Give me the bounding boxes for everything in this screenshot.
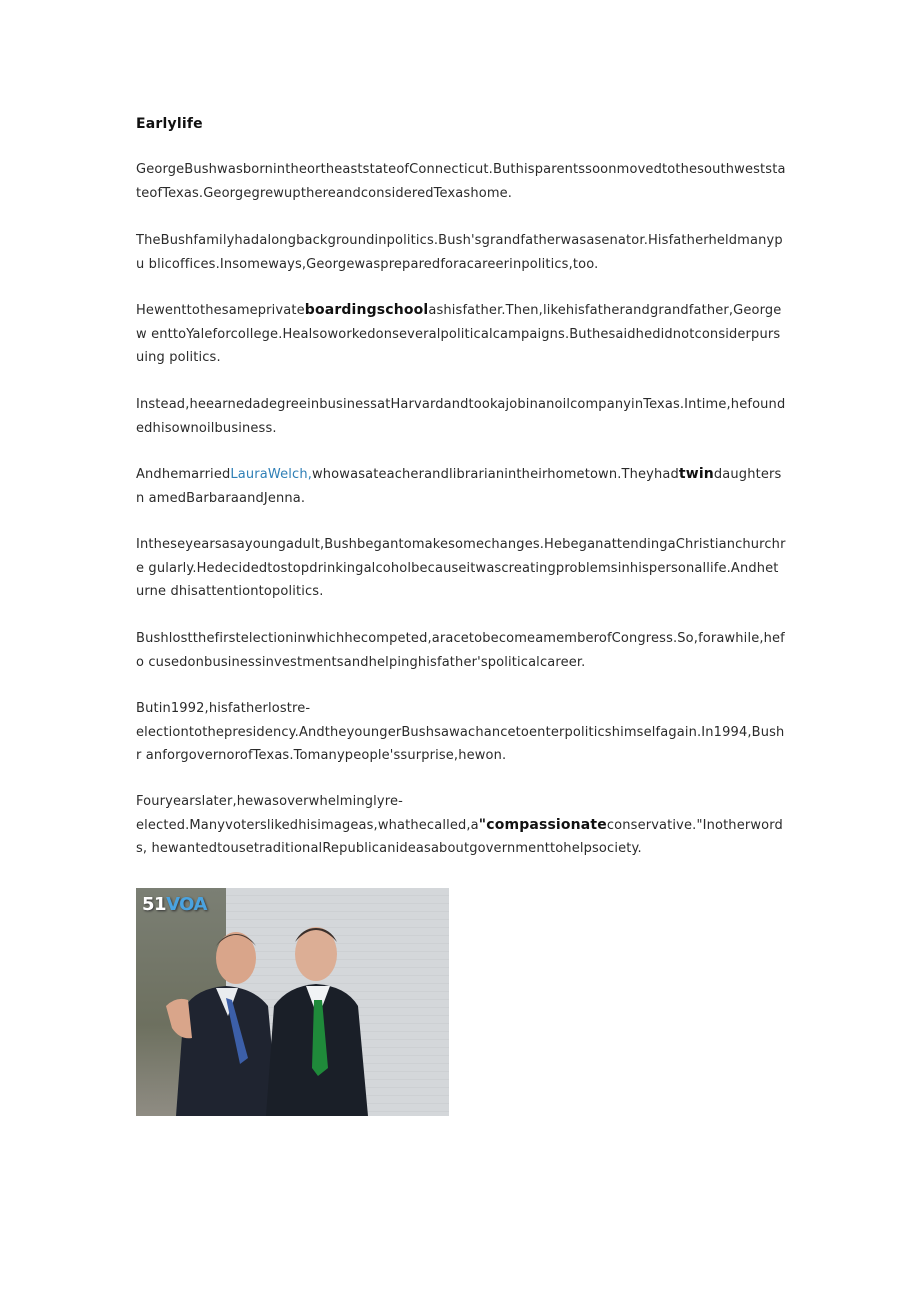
bold-term-boarding-school: boardingschool	[304, 302, 429, 318]
paragraph-5	[136, 463, 786, 510]
paragraph-5-text: Andhemarried	[136, 467, 231, 482]
paragraph-8-line-1: Butin1992,hisfatherlostre-	[136, 701, 311, 716]
voa-logo-prefix: 51	[142, 894, 167, 915]
paragraph-3-text-rest: ashisfather.Then,likehisfatherandgrandfather,Georgew enttoYaleforcollege.Healsoworkedonseveralpoliticalcampaigns.Buthesaidhedidnotconsiderpursuing politics.	[136, 303, 782, 365]
paragraph-5-text-rest: daughtersn amedBarbaraandJenna.	[136, 467, 782, 506]
paragraph-5-text-middle: whowasateacherandlibrarianintheirhometown.Theyhad	[312, 467, 679, 482]
paragraph-3	[136, 299, 786, 370]
photo-figures	[136, 888, 449, 1116]
paragraph-2: TheBushfamilyhadalongbackgroundinpolitics.Bush'sgrandfatherwasasenator.Hisfatherheldmanypu blicoffices.Insomeways,Georgewaspreparedforacareerinpolitics,too.	[136, 233, 783, 272]
voa-logo	[142, 894, 207, 915]
bold-term-twin: twin	[678, 466, 714, 482]
voa-logo-suffix: VOA	[166, 894, 207, 915]
paragraph-9-text-rest: conservative."Inotherwords, hewantedtousetraditionalRepublicanideasaboutgovernmenttohelpsociety.	[136, 817, 783, 856]
news-photo	[136, 888, 449, 1116]
paragraph-3-text: Hewenttothesameprivate	[136, 303, 305, 318]
paragraph-1: GeorgeBushwasbornintheortheaststateofConnecticut.Buthisparentssoonmovedtothesouthweststa teofTexas.GeorgegrewupthereandconsideredTexashome.	[136, 162, 786, 201]
laura-welch-link[interactable]: LauraWelch,	[230, 467, 313, 482]
paragraph-9	[136, 790, 786, 861]
section-heading: Earlylife	[136, 116, 203, 132]
bold-term-compassionate: "compassionate	[478, 816, 607, 833]
paragraph-6: Intheseyearsasayoungadult,Bushbegantomakesomechanges.HebeganattendingaChristianchurchre gularly.Hedecidedtostopdrinkingalcoholbecauseitwascreatingproblemsinhispersonallife.Andheturne dhisattentiontopolitics.	[136, 537, 786, 599]
left-man-hand	[166, 999, 192, 1038]
paragraph-7: Bushlostthefirstelectioninwhichhecompeted,aracetobecomeamemberofCongress.So,forawhile,hefo cusedonbusinessinvestmentsandhelpinghisfather'spoliticalcareer.	[136, 631, 785, 670]
paragraph-8-text-rest: electiontothepresidency.AndtheyoungerBushsawachancetoenterpoliticshimselfagain.In1994,Bushr anforgovernorofTexas.Tomanypeople'ssurprise,hewon.	[136, 724, 785, 763]
paragraph-8	[136, 697, 786, 768]
paragraph-9-line-1: Fouryearslater,hewasoverwhelminglyre-	[136, 794, 403, 809]
paragraph-4: Instead,heearnedadegreeinbusinessatHarvardandtookajobinanoilcompanyinTexas.Intime,hefound edhisownoilbusiness.	[136, 397, 786, 436]
paragraph-9-text: elected.Manyvoterslikedhisimageas,whathecalled,a	[136, 817, 479, 833]
